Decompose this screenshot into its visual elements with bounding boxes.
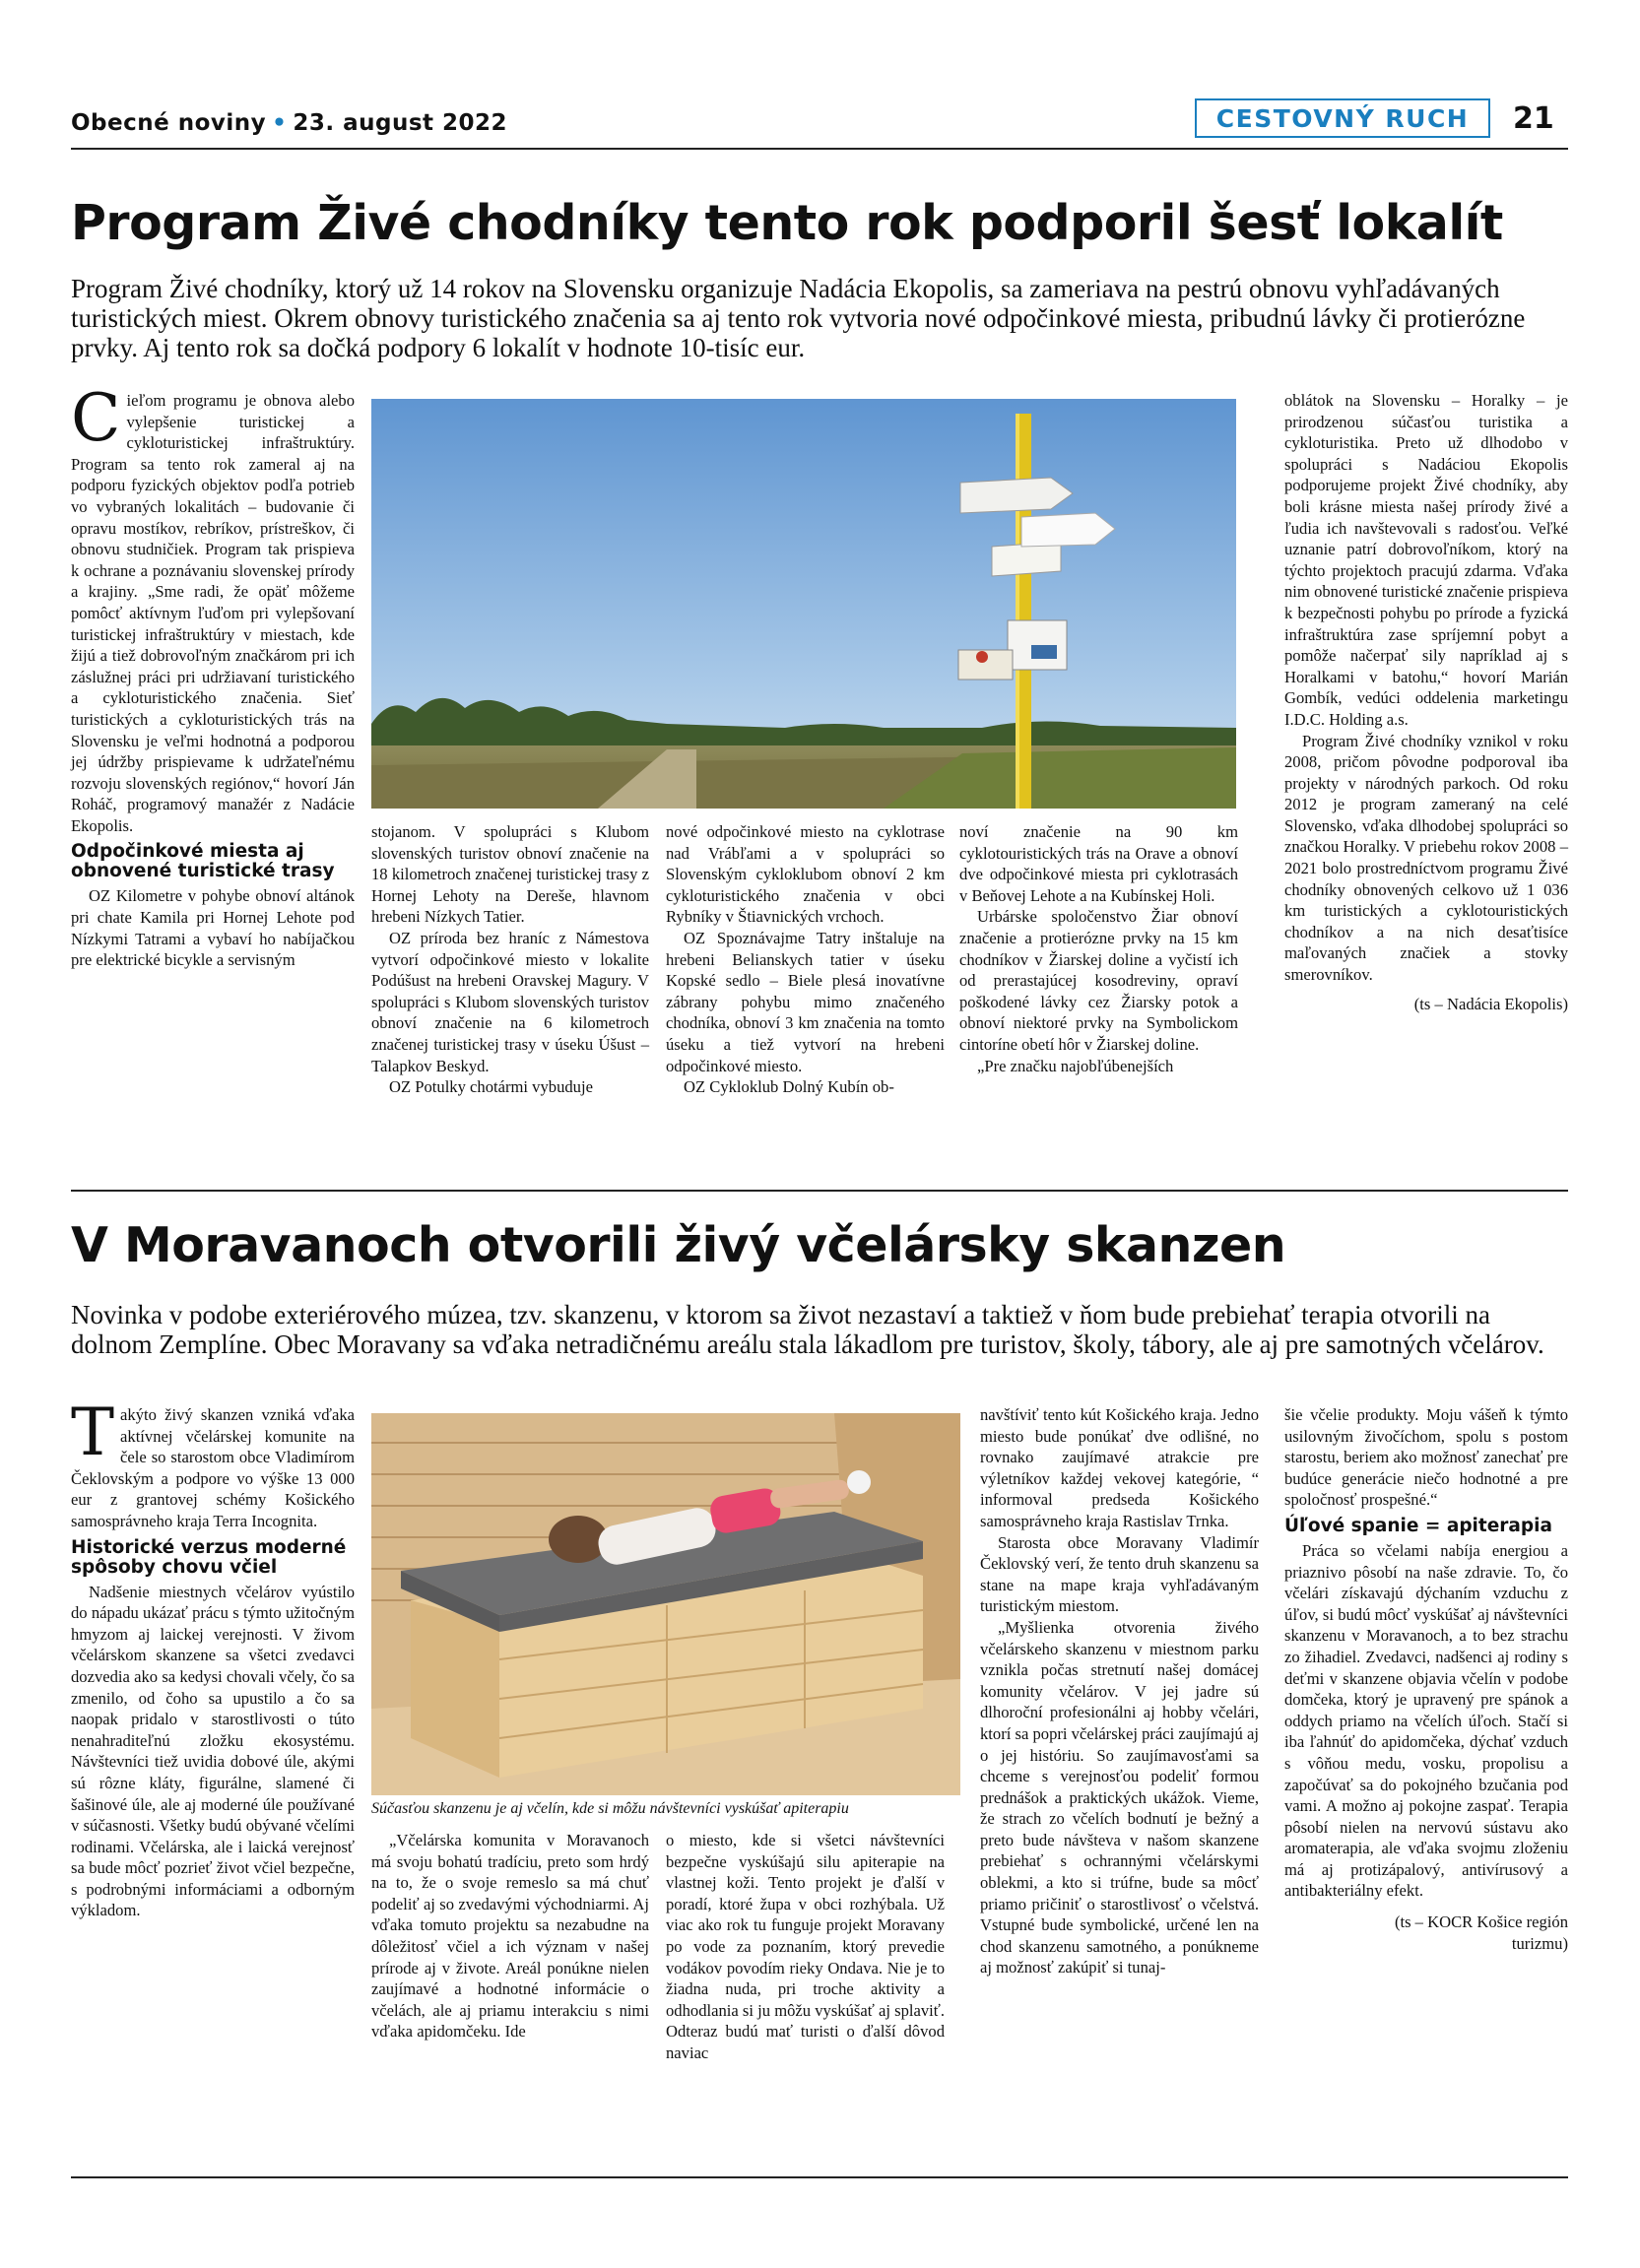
article2-column-3 (666, 1830, 945, 2064)
article2-subhead: Historické verzus moderné spôsoby chovu včiel (71, 1536, 347, 1578)
paper-name: Obecné noviny (71, 110, 267, 136)
dropcap: C (71, 380, 121, 456)
signature: (ts – Nadácia Ekopolis) (1413, 994, 1568, 1013)
paragraph: Starosta obce Moravany Vladimír Čeklovský verí, že tento druh skanzenu sa stane na mape kraja vyhľadávaným turistickým miestom. (980, 1532, 1259, 1616)
page-number: 21 (1513, 101, 1554, 136)
paragraph: nové odpočinkové miesto na cyklotrase nad Vrábľami a v spolupráci so Slovenským cykloklubom obnoví 2 km cykloturistického značenia v obci Rybníky v Štiavnických vrchoch. (666, 822, 945, 927)
paragraph: OZ Spoznávajme Tatry inštaluje na hrebeni Belianskych tatier v úseku Kopské sedlo – Biele plesá inovatívne zábrany pohybu mimo značeného chodníka, obnoví 3 km značenia na tomto úseku a tiež vytvorí na hrebeni odpočinkové miesto. (666, 928, 945, 1075)
paragraph: OZ príroda bez hraníc z Námestova vytvorí odpočinkové miesto v lokalite Podúšust na hrebeni Oravskej Magury. V spolupráci s Klubom slovenských turistov obnoví značenie na 6 kilometroch značenej turistickej trasy v úseku Úšust – Talapkov Beskyd. (371, 928, 649, 1075)
article1-column-1 (71, 380, 355, 971)
paragraph: noví značenie na 90 km cyklotouristických trás na Orave a obnoví dve odpočinkové miesta pri cyklotrasách v Beňovej Lehote a na Kubínskej Holi. (959, 822, 1238, 905)
paragraph: „Včelárska komunita v Moravanoch má svoju bohatú tradíciu, preto som hrdý na to, že o svoje remeslo sa má chuť podeliť aj so zvedavými východniarmi. Aj vďaka tomuto projektu sa nezabudne na dôležitosť včiel a ich význam v našej prírode aj v živote. Areál ponúkne nielen zaujímavé a hodnotné informácie o včelách, ale aj priamu interakciu s nimi vďaka apidomčeku. Ide (371, 1831, 649, 2041)
paragraph: stojanom. V spolupráci s Klubom slovenských turistov obnoví značenie na 18 kilometroch značenej turistickej trasy z Hornej Lehoty na Dereše, hlavnom hrebeni Nízkych Tatier. (371, 822, 649, 927)
paragraph: „Myšlienka otvorenia živého včelárskeho skanzenu v miestnom parku vznikla počas stretnutí našej domácej komunity včelárov. V jej jadre sú dlhoroční profesionálni aj hobby včelári, ktorí sa popri včelárskej práci zaujímajú aj o jej históriu. So zaujímavosťami sa chceme s verejnosťou podeliť formou prednášok a praktických ukážok. Vieme, že strach zo včelích bodnutí je bežný a preto bude návšteva v našom skanzene prebiehať s ochrannými včelárskymi oblekmi, a kto si trúfne, bude sa môcť priamo pričiniť o starostlivosť o včelstvá. Vstupné bude symbolické, určené len na chod skanzenu samotného, a ponúkneme aj možnosť zakúpiť si tunaj- (980, 1617, 1259, 1977)
article2-lead: Novinka v podobe exteriérového múzea, tzv. skanzenu, v ktorom sa život nezastaví a taktiež v ňom bude prebiehať terapia otvorili na dolnom Zemplíne. Obec Moravany sa vďaka netradičnému areálu stala lákadlom pre turistov, školy, tábory, ale aj pre samotných včelárov. (71, 1300, 1544, 1359)
photo-caption: Súčasťou skanzenu je aj včelín, kde si môžu návštevníci vyskúšať apiterapiu (371, 1800, 849, 1817)
header-rule (71, 148, 1568, 150)
article1-subhead: Odpočinkové miesta aj obnovené turistické trasy (71, 841, 335, 882)
paragraph: OZ Potulky chotármi vybuduje (389, 1077, 593, 1097)
issue-date: 23. august 2022 (293, 110, 508, 136)
paragraph: o miesto, kde si všetci návštevníci bezpečne vyskúšajú silu apiterapie na vlastnej koži. Tento projekt je ďalší v poradí, ktoré župa v obci rozhýbala. Už viac ako rok tu funguje projekt Moravany po vode za poznaním, ktorý prevedie vodákov povodím rieky Ondava. Nie je to žiadna nuda, pri troche aktivity a odhodlania si ju môžu vyskúšať aj splaviť. Odteraz budú mať turisti o ďalší dôvod naviac (666, 1831, 945, 2062)
photo-signpost-field (371, 399, 1236, 809)
paragraph: „Pre značku najobľúbenejších (977, 1056, 1174, 1075)
masthead (71, 110, 507, 136)
article1-lead: Program Živé chodníky, ktorý už 14 rokov na Slovensku organizuje Nadácia Ekopolis, sa zameriava na pestrú obnovu vyhľadávaných turistických miest. Okrem obnovy turistického značenia sa aj tento rok vytvoria nové odpočinkové miesta, pribudnú lávky či protierózne prvky. Aj tento rok sa dočká podpory 6 lokalít v hodnote 10-tisíc eur. (71, 274, 1526, 362)
paragraph: OZ Cykloklub Dolný Kubín ob- (684, 1077, 894, 1097)
article1-column-4 (959, 821, 1238, 1076)
article2-column-5 (1284, 1404, 1568, 1954)
article1-column-3 (666, 821, 945, 1098)
paragraph: navštíviť tento kút Košického kraja. Jedno miesto bude ponúkať dve odlišné, no rovnako zaujímavé atrakcie pre výletníkov každej vekovej kategórie, “ informoval predseda Košického samosprávneho kraja Rastislav Trnka. (980, 1405, 1259, 1530)
section-label: CESTOVNÝ RUCH (1195, 98, 1490, 138)
separator: • (272, 110, 288, 136)
article2-column-2 (371, 1830, 649, 2042)
paragraph: oblátok na Slovensku – Horalky – je prirodzenou súčasťou turistika a cykloturistika. Preto už dlhodobo v spolupráci s Nadáciou Ekopolis podporujeme projekt Živé chodníky, aby boli krásne miesta našej prírody živé a ľudia ich navštevovali s radosťou. Veľké uznanie patrí dobrovoľníkom, ktorý na týchto projektoch pracujú zdarma. Vďaka nim obnovené turistické značenie prispieva k bezpečnosti pohybu po prírode a fyzická infraštruktúra zase spríjemní pobyt a pomôže načerpať sily napríklad aj s Horalkami v batohu,“ hovorí Marián Gombík, vedúci oddelenia marketingu I.D.C. Holding a.s. (1284, 391, 1568, 729)
bee-house-photo (371, 1413, 960, 1795)
photo-apitherapy-bed (371, 1413, 960, 1795)
paragraph: Urbárske spoločenstvo Žiar obnoví značenie a protierózne prvky na 15 km chodníkov v Žiarskej doline a vyčistí ich od prerastajúcej kosodreviny, opraví poškodené lávky cez Žiarsky potok a obnoví niektoré prvky na Symbolickom cintoríne obetí hôr v Žiarskej doline. (959, 907, 1238, 1054)
paragraph: ieľom programu je obnova alebo vylepšenie turistickej a cykloturistickej infraštruktúry. Program sa tento rok zameral aj na podporu fyzických objektov podľa potrieb vo vybraných lokalitách – budovanie či opravu mostíkov, rebríkov, prístreškov, či obnovu studničiek. Program tak prispieva k ochrane a poznávaniu slovenskej prírody a krajiny. „Sme radi, že opäť môžeme pomôcť aktívnym ľuďom pri vylepšovaní turistickej infraštruktúry v miestach, kde žijú a tiež dobrovoľným značkárom pri ich záslužnej práci pri udržiavaní turistického a cykloturistického značenia. Sieť turistických a cykloturistických trás na Slovensku je veľmi hodnotná a podporou jej údržby prispievame k udržateľnému rozvoju slovenských regiónov,“ hovorí Ján Roháč, programový manažér z Nadácie Ekopolis. (71, 391, 355, 835)
article2-subhead-2: Úľové spanie = apiterapia (1284, 1515, 1552, 1536)
paragraph: šie včelie produkty. Moju vášeň k týmto usilovným živočíchom, spolu s postom starostu, beriem ako možnosť zanechať pre budúce generácie niečo hodnotné a pre spoločnosť prospešné.“ (1284, 1405, 1568, 1510)
article2-column-4 (980, 1404, 1259, 1978)
paragraph: akýto živý skanzen vzniká vďaka aktívnej včelárskej komunite na čele so starostom obce Vladimírom Čeklovským a podpore vo výške 13 000 eur z grantovej schémy Košického samosprávneho kraja Terra Incognita. (71, 1405, 355, 1530)
paragraph: OZ Kilometre v pohybe obnoví altánok pri chate Kamila pri Hornej Lehote pod Nízkymi Tatrami a vybaví ho nabíjačkou pre elektrické bicykle a servisným (71, 886, 355, 970)
article1-column-5 (1284, 390, 1568, 1014)
article1-column-2 (371, 821, 649, 1098)
article2-headline: V Moravanoch otvorili živý včelársky skanzen (71, 1217, 1286, 1273)
paragraph: Nadšenie miestnych včelárov vyústilo do nápadu ukázať prácu s týmto užitočným hmyzom aj laickej verejnosti. V živom včelárskom skanzene sa všetci zvedavci dozvedia ako sa kedysi chovali včely, čo sa zmenilo, od čoho sa upustilo a čo sa naopak pridalo v starostlivosti o túto nenahraditeľnú zložku ekosystému. Návštevníci tiež uvidia dobové úle, akými sú rôzne kláty, figurálne, slamené či šašinové úle, ale aj moderné úle používané v súčasnosti. Všetky budú obývané včelími rodinami. Včelárska, ale i laická verejnosť sa bude môcť pozrieť život včiel bezpečne, s podrobnými informáciami a odborným výkladom. (71, 1582, 355, 1920)
paragraph: Práca so včelami nabíja energiou a priaznivo pôsobí na naše zdravie. To, čo včelári získavajú dýchaním vzduchu z úľov, si budú môcť vyskúšať aj návštevníci skanzenu v Moravanoch, a to bez strachu zo žihadiel. Zvedavci, nadšenci aj rodiny s deťmi v skanzene objavia včelín v podobe domčeka, ktorý je upravený pre spánok a oddych priamo na včelích úľoch. Stačí si iba ľahnúť do apidomčeka, dýchať vzduch s vôňou medu, vosku, propolisu a započúvať sa do pokojného bzučania pod vami. A možno aj pokojne zaspať. Terapia pôsobí nielen na nervovú sústavu ako aromaterapia, ale vďaka svojmu zloženiu má aj protizápalový, antivírusový a antibakteriálny efekt. (1284, 1540, 1568, 1901)
article1-headline: Program Živé chodníky tento rok podporil šesť lokalít (71, 195, 1503, 251)
footer-rule (71, 2176, 1568, 2178)
signature: (ts – KOCR Košice región turizmu) (1394, 1912, 1568, 1953)
signpost-photo (371, 399, 1236, 809)
article-divider (71, 1190, 1568, 1192)
article2-column-1 (71, 1394, 355, 1921)
dropcap: T (71, 1394, 115, 1470)
paragraph: Program Živé chodníky vznikol v roku 2008, pričom pôvodne podporoval iba projekty v národných parkoch. Od roku 2012 je program zameraný na celé Slovensko, vďaka dlhodobej spolupráci so značkou Horalky. V priebehu rokov 2008 – 2021 bolo prostredníctvom programu Živé chodníky obnovených celkovo už 1 036 km turistických a cyklotouristických chodníkov a na nich desaťtisíce maľovaných značiek a stovky smerovníkov. (1284, 731, 1568, 985)
